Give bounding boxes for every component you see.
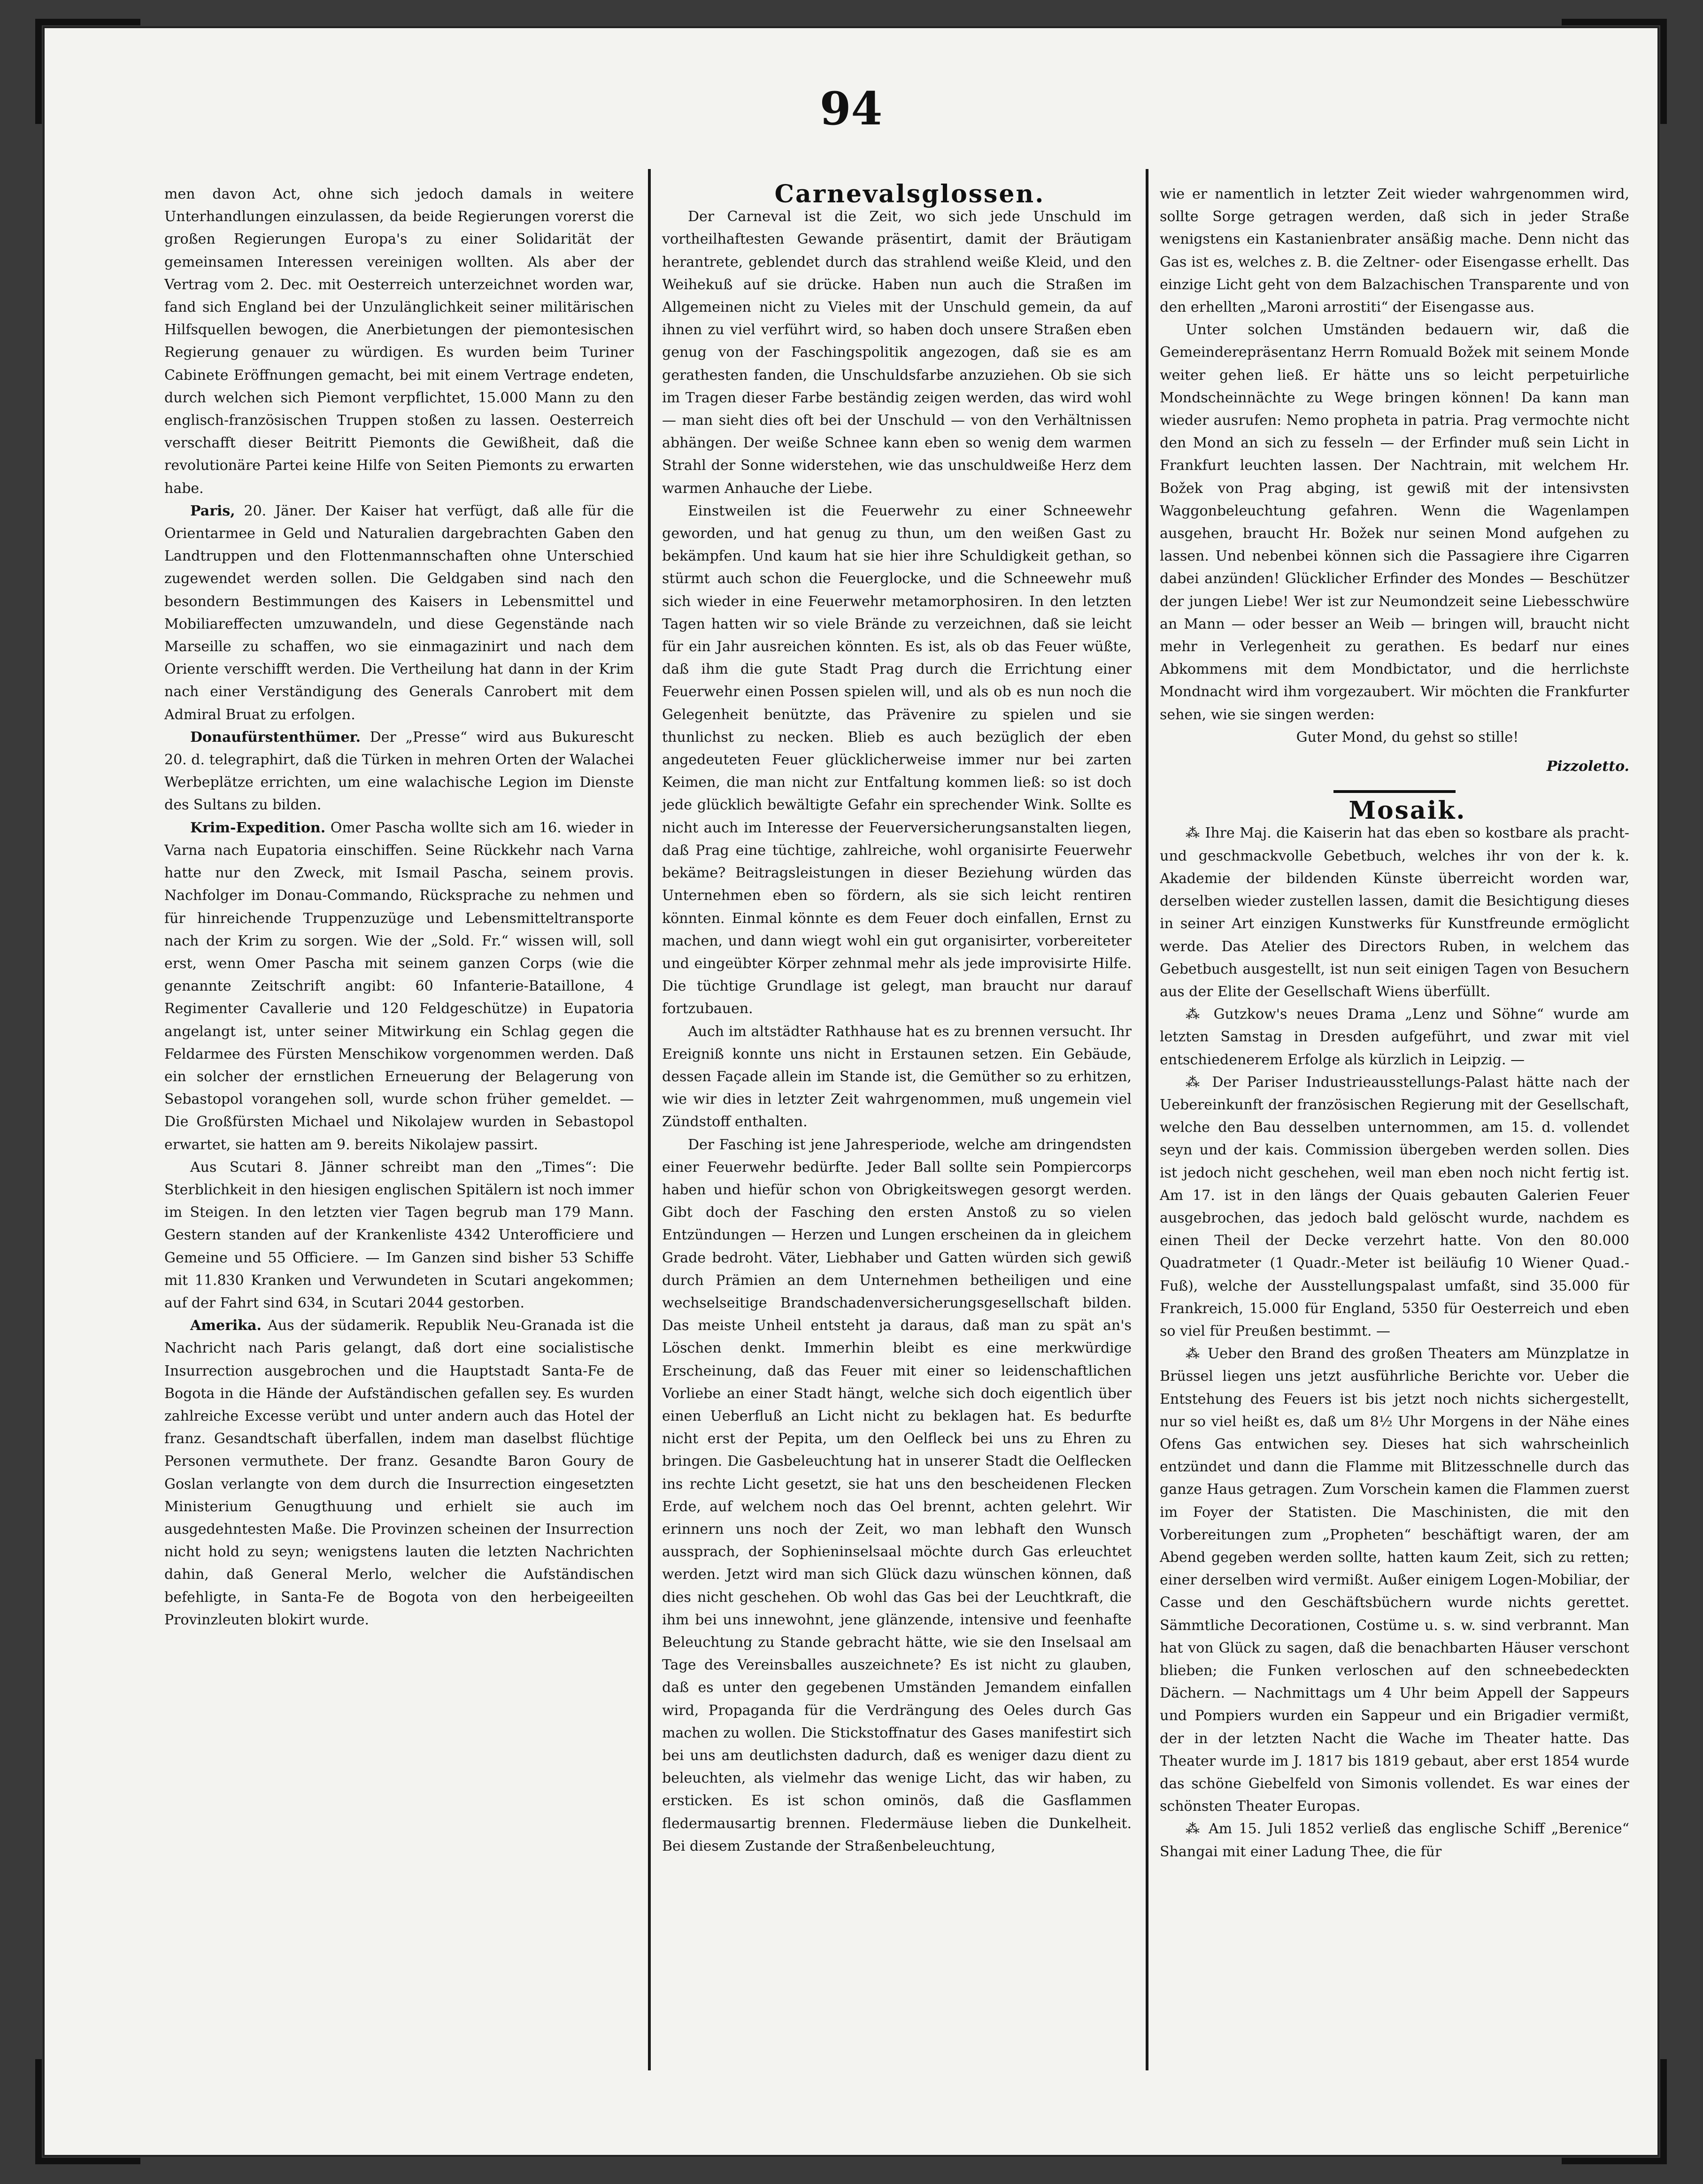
newspaper-page [45, 28, 1657, 2155]
column-divider [648, 169, 651, 2070]
mosaik-item: ⁂ Gutzkow's neues Drama „Lenz und Söhne“ wurde am letzten Samstag in Dresden aufgeführt, und zwar mit viel entschiedenerem Erfolge als kürzlich in Leipzig. — [1160, 1006, 1629, 1068]
dateline: Donaufürstenthümer. [190, 729, 361, 746]
news-paragraph: Paris, 20. Jäner. Der Kaiser hat verfügt, daß alle für die Orientarmee in Geld und Naturalien dargebrachten Gaben den Landtruppen und den Flottenmannschaften ohne Unterschied zugewendet werden sollen. Die Geldgaben sind nach den besondern Bestimmungen des Kaisers in Lebensmittel und Mobiliareffecten umzuwandeln, und diese Gegenstände nach Marseille zu schaffen, wo sie einmagazinirt und nach dem Oriente verschifft werden. Die Vertheilung hat dann in der Krim nach einer Verständigung des Generals Canrobert mit dem Admiral Bruat zu erfolgen. [164, 502, 634, 723]
mosaik-item: ⁂ Der Pariser Industrieausstellungs-Palast hätte nach der Uebereinkunft der französischen Regierung mit der Gesellschaft, welche den Bau desselben unternommen, am 15. d. vollendet seyn und der kais. Commission übergeben werden sollen. Dies ist jedoch nicht geschehen, weil man eben noch nicht fertig ist. Am 17. ist in den längs der Quais gebauten Galerien Feuer ausgebrochen, das jedoch bald gelöscht wurde, nachdem es einen Theil der Decke verzehrt hatte. Von den 80.000 Quadratmeter (1 Quadr.-Meter ist beiläufig 10 Wiener Quad.-Fuß), welche der Ausstellungspalast umfaßt, sind 35.000 für Frankreich, 15.000 für England, 5350 für Oesterreich und eben so viel für Preußen bestimmt. — [1160, 1074, 1629, 1339]
feuilleton-column-middle [662, 180, 1132, 1858]
dateline: Amerika. [190, 1317, 262, 1334]
dateline: Paris, [190, 502, 235, 519]
feuilleton-paragraph: wie er namentlich in letzter Zeit wieder wahrgenommen wird, sollte Sorge getragen werden, daß sich in jeder Straße wenigstens ein Kastanienbrater ansäßig mache. Denn nicht das Gas ist es, welches z. B. die Zeltner- oder Eisengasse erhellt. Das einzige Licht geht von dem Balzachischen Transparente und von den erhellten „Maroni arrostiti“ der Eisengasse aus. [1160, 186, 1629, 316]
news-column-left [164, 183, 634, 1631]
section-divider [1333, 790, 1456, 793]
column-right [1160, 183, 1629, 1863]
dateline: Krim-Expedition. [190, 819, 326, 836]
feuilleton-paragraph: Unter solchen Umständen bedauern wir, daß die Gemeinderepräsentanz Herrn Romuald Božek mit seinem Monde weiter gehen ließ. Er hätte uns so leicht perpetuirliche Mondscheinnächte zu Wege bringen können! Da kann man wieder ausrufen: Nemo propheta in patria. Prag vermochte nicht den Mond an sich zu fesseln — der Erfinder muß sein Licht in Frankfurt leuchten lassen. Der Nachtrain, mit welchem Hr. Božek von Prag abging, ist gewiß mit der intensivsten Waggonbeleuchtung gefahren. Wenn die Wagenlampen ausgehen, braucht Hr. Božek nur seinen Mond aufgehen zu lassen. Und nebenbei können sich die Passagiere ihre Cigarren dabei anzünden! Glücklicher Erfinder des Mondes — Beschützer der jungen Liebe! Wer ist zur Neumondzeit seine Liebesschwüre an Mann — oder besser an Weib — bringen will, braucht nicht mehr in Verlegenheit zu gerathen. Es bedarf nur eines Abkommens mit dem Mondbictator, und die herrlichste Mondnacht wird ihm vorgezaubert. Wir möchten die Frankfurter sehen, wie sie singen werden: [1160, 322, 1629, 723]
feuilleton-paragraph: Auch im altstädter Rathhause hat es zu brennen versucht. Ihr Ereigniß konnte uns nicht in Erstaunen setzen. Ein Gebäude, dessen Façade allein im Stande ist, die Gemüther so zu erhitzen, wie wir dies in letzter Zeit wahrgenommen, muß ungemein viel Zündstoff enthalten. [662, 1023, 1132, 1130]
mosaik-item: ⁂ Ueber den Brand des großen Theaters am Münzplatze in Brüssel liegen uns jetzt ausführliche Berichte vor. Ueber die Entstehung des Feuers ist bis jetzt noch nichts sichergestellt, nur so viel heißt es, daß um 8½ Uhr Morgens in der Nähe eines Ofens Gas entwichen sey. Dieses hat sich wahrscheinlich entzündet und dann die Flamme mit Blitzesschnelle durch das ganze Haus getragen. Zum Vorschein kamen die Flammen zuerst im Foyer der Statisten. Die Maschinisten, die mit den Vorbereitungen zum „Propheten“ beschäftigt waren, der am Abend gegeben werden sollte, hatten kaum Zeit, sich zu retten; einer derselben wird vermißt. Außer einigem Logen-Mobiliar, der Casse und den Geschäftsbüchern wurde nichts gerettet. Sämmtliche Decorationen, Costüme u. s. w. sind verbrannt. Man hat von Glück zu sagen, daß die benachbarten Häuser verschont blieben; die Funken verloschen auf den schneebedeckten Dächern. — Nachmittags um 4 Uhr beim Appell der Sappeurs und Pompiers wurden ein Sappeur und ein Brigadier vermißt, der in der letzten Nacht die Wache im Theater hatte. Das Theater wurde im J. 1817 bis 1819 gebaut, aber erst 1854 wurde das schöne Giebelfeld von Simonis vollendet. Es war eines der schönsten Theater Europas. [1160, 1346, 1629, 1815]
mosaik-item: ⁂ Ihre Maj. die Kaiserin hat das eben so kostbare als pracht- und geschmackvolle Gebetbuch, welches ihr von der k. k. Akademie der bildenden Künste überreicht worden war, derselben wieder zustellen lassen, damit die Besichtigung dieses in seiner Art einzigen Kunstwerks für Kunstfreunde ermöglicht werde. Das Atelier des Directors Ruben, in welchem das Gebetbuch ausgestellt, ist nun seit einigen Tagen von Besuchern aus der Elite der Gesellschaft Wiens überfüllt. [1160, 825, 1629, 1000]
page-number: 94 [819, 82, 883, 135]
news-paragraph: Krim-Expedition. Omer Pascha wollte sich am 16. wieder in Varna nach Eupatoria einschiffen. Seine Rückkehr nach Varna hatte nur den Zweck, mit Ismail Pascha, seinem provis. Nachfolger im Donau-Commando, Rücksprache zu nehmen und für hinreichende Truppenzuzüge und Lebensmitteltransporte nach der Krim zu sorgen. Wie der „Sold. Fr.“ wissen will, soll erst, wenn Omer Pascha mit seinem ganzen Corps (wie die genannte Zeitschrift angibt: 60 Infanterie-Bataillone, 4 Regimenter Cavallerie und 120 Feldgeschütze) in Eupatoria angelangt ist, unter seiner Mitwirkung ein Schlag gegen die Feldarmee des Fürsten Menschikow vorgenommen werden. Daß ein solcher der ernstlichen Erneuerung der Belagerung von Sebastopol vorangehen soll, wurde schon früher gemeldet. — Die Großfürsten Michael und Nikolajew wurden in Sebastopol erwartet, sie hatten am 9. bereits Nikolajew passirt. [164, 819, 634, 1153]
feuilleton-paragraph: Der Fasching ist jene Jahresperiode, welche am dringendsten einer Feuerwehr bedürfte. Jeder Ball sollte sein Pompiercorps haben und hiefür schon von Obrigkeitswegen gesorgt werden. Gibt doch der Fasching den ersten Anstoß zu so vielen Entzündungen — Herzen und Lungen erscheinen da in gleichem Grade bedroht. Väter, Liebhaber und Gatten würden sich gewiß durch Prämien an dem Unternehmen betheiligen und eine wechselseitige Brandschadenversicherungsgesellschaft bilden. Das meiste Unheil entsteht ja daraus, daß man zu spät an's Löschen denkt. Immerhin bleibt es eine merkwürdige Erscheinung, daß das Feuer mit einer so leidenschaftlichen Vorliebe an einer Stadt hängt, welche sich doch eigentlich über einen Ueberfluß an Licht nicht zu beklagen hat. Es bedurfte nicht erst der Pepita, um den Oelfleck bei uns zu Ehren zu bringen. Die Gasbeleuchtung hat in unserer Stadt die Oelflecken ins rechte Licht gesetzt, sie hat uns den bescheidenen Flecken Erde, auf welchem noch das Oel brennt, achten gelehrt. Wir erinnern uns noch der Zeit, wo man lebhaft den Wunsch aussprach, der Sophieninselsaal möchte durch Gas erleuchtet werden. Jetzt wird man sich Glück dazu wünschen können, daß dies nicht geschehen. Ob wohl das Gas bei der Leuchtkraft, die ihm bei uns innewohnt, jene glänzende, intensive und feenhafte Beleuchtung zu Stande gebracht hätte, wie sie den Inselsaal am Tage des Vereinsballes auszeichnete? Es ist nicht zu glauben, daß es unter den gegebenen Umständen Jemandem einfallen wird, Propaganda für die Verdrängung des Oeles durch Gas machen zu wollen. Die Stickstoffnatur des Gases manifestirt sich bei uns am deutlichsten dadurch, daß es weniger dazu dient zu beleuchten, als vielmehr das wenige Licht, das wir haben, zu ersticken. Es ist schon ominös, daß die Gasflammen fledermausartig brennen. Fledermäuse lieben die Dunkelheit. Bei diesem Zustande der Straßenbeleuchtung, [662, 1136, 1132, 1854]
news-paragraph: men davon Act, ohne sich jedoch damals in weitere Unterhandlungen einzulassen, da beide Regierungen vorerst die großen Regierungen Europa's zu einer Solidarität der gemeinsamen Interessen vereinigen wollten. Als aber der Vertrag vom 2. Dec. mit Oesterreich unterzeichnet worden war, fand sich England bei der Unzulänglichkeit seiner militärischen Hilfsquellen bewogen, die Anerbietungen der piemontesischen Regierung genauer zu würdigen. Es wurden beim Turiner Cabinete Eröffnungen gemacht, bei mit einem Vertrage endeten, durch welchen sich Piemont verpflichtet, 15.000 Mann zu den englisch-französischen Truppen stoßen zu lassen. Oesterreich verschafft dieser Beitritt Piemonts die Gewißheit, daß die revolutionäre Partei keine Hilfe von Seiten Piemonts zu erwarten habe. [164, 186, 634, 497]
author-signature: Pizzoletto. [1546, 758, 1629, 775]
news-paragraph: Donaufürstenthümer. Der „Presse“ wird aus Bukurescht 20. d. telegraphirt, daß die Türken in mehren Orten der Walachei Werbeplätze errichten, um eine walachische Legion im Dienste des Sultans zu bilden. [164, 729, 634, 814]
mosaik-item: ⁂ Am 15. Juli 1852 verließ das englische Schiff „Berenice“ Shangai mit einer Ladung Thee, die für [1160, 1821, 1629, 1860]
song-quote: Guter Mond, du gehst so stille! [1296, 729, 1519, 746]
news-paragraph: Amerika. Aus der südamerik. Republik Neu-Granada ist die Nachricht nach Paris gelangt, daß dort eine socialistische Insurrection ausgebrochen und die Hauptstadt Santa-Fe de Bogota in die Hände der Aufständischen gefallen sey. Es wurden zahlreiche Excesse verübt und unter andern auch das Hotel der franz. Gesandtschaft überfallen, indem man daselbst flüchtige Personen vermuthete. Der franz. Gesandte Baron Goury de Goslan verlangte von dem durch die Insurrection eingesetzten Ministerium Genugthuung und erhielt sie auch im ausgedehntesten Maße. Die Provinzen scheinen der Insurrection nicht hold zu seyn; wenigstens lauten die letzten Nachrichten dahin, daß General Merlo, welcher die Aufständischen befehligte, in Santa-Fe de Bogota von den herbeigeeilten Provinzleuten blokirt wurde. [164, 1317, 634, 1628]
news-paragraph: Aus Scutari 8. Jänner schreibt man den „Times“: Die Sterblichkeit in den hiesigen englischen Spitälern ist noch immer im Steigen. In den letzten vier Tagen begrub man 179 Mann. Gestern standen auf der Krankenliste 4342 Unterofficiere und Gemeine und 55 Officiere. — Im Ganzen sind bisher 53 Schiffe mit 11.830 Kranken und Verwundeten in Scutari angekommen; auf der Fahrt sind 634, in Scutari 2044 gestorben. [164, 1159, 634, 1311]
section-title-mosaik: Mosaik. [1349, 796, 1466, 825]
section-title-carnevalsglossen: Carnevalsglossen. [774, 180, 1045, 208]
feuilleton-paragraph: Der Carneval ist die Zeit, wo sich jede Unschuld im vortheilhaftesten Gewande präsentirt, damit der Bräutigam herantrete, geblendet durch das strahlend weiße Kleid, und den Weihekuß auf sie drücke. Haben nun auch die Straßen im Allgemeinen nicht zu Vieles mit der Unschuld gemein, da auf ihnen zu viel verführt wird, so haben doch unsere Straßen eben genug von der Faschingspolitik angezogen, daß sie es am gerathesten fanden, die Unschuldsfarbe anzuziehen. Ob sie sich im Tragen dieser Farbe beständig zeigen werden, das wird wohl — man sieht dies oft bei der Unschuld — von den Verhältnissen abhängen. Der weiße Schnee kann eben so wenig dem warmen Strahl der Sonne widerstehen, wie das unschuldweiße Herz dem warmen Anhauche der Liebe. [662, 208, 1132, 497]
corner-mark [1562, 2059, 1667, 2164]
feuilleton-paragraph: Einstweilen ist die Feuerwehr zu einer Schneewehr geworden, und hat genug zu thun, um den weißen Gast zu bekämpfen. Und kaum hat sie hier ihre Schuldigkeit gethan, so stürmt auch schon die Feuerglocke, und die Schneewehr muß sich wieder in eine Feuerwehr metamorphosiren. In den letzten Tagen hatten wir so viele Brände zu verzeichnen, daß sie leicht für ein Jahr ausreichen könnten. Es ist, als ob das Feuer wüßte, daß ihm die gute Stadt Prag durch die Errichtung einer Feuerwehr einen Possen spielen will, und als ob es nun noch die Gelegenheit benützte, das Prävenire zu spielen und sie thunlichst zu necken. Blieb es auch bezüglich der eben angedeuteten Feuer glücklicherweise immer nur bei zarten Keimen, die man nicht zur Entfaltung kommen ließ: so ist doch jede glücklich bewältigte Gefahr ein sprechender Wink. Sollte es nicht auch im Interesse der Feuerversicherungsanstalten liegen, daß Prag eine tüchtige, zahlreiche, wohl organisirte Feuerwehr bekäme? Beitragsleistungen in dieser Beziehung würden das Unternehmen eben so fördern, als sie sich leicht rentiren könnten. Einmal könnte es dem Feuer doch einfallen, Ernst zu machen, und dann wiegt wohl ein gut organisirter, vorbereiteter und eingeübter Körper zehnmal mehr als jede improvisirte Hilfe. Die tüchtige Grundlage ist gelegt, man braucht nur darauf fortzubauen. [662, 502, 1132, 1017]
column-divider [1146, 169, 1148, 2070]
corner-mark [35, 2059, 140, 2164]
